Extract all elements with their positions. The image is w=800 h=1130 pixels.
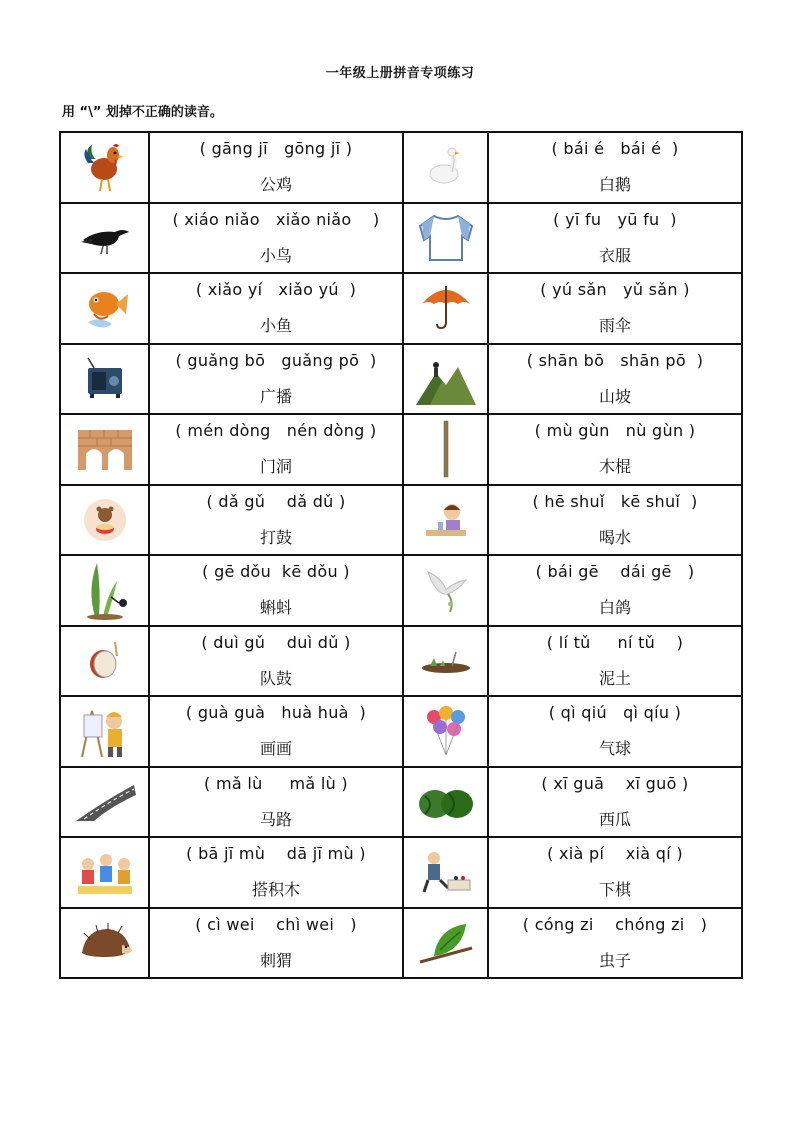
picture-cell [60,273,149,344]
pinyin-options[interactable]: ( yī fu yū fu ) [553,209,677,229]
goose-icon [404,144,487,190]
picture-cell [60,908,149,979]
pinyin-table [59,131,743,979]
pinyin-options[interactable]: ( xiáo niǎo xiǎo niǎo ) [172,209,380,229]
worksheet-title: 一年级上册拼音专项练习 [325,66,475,81]
answer-cell [149,555,403,626]
pinyin-options[interactable]: ( gāng jī gōng jī ) [199,139,353,159]
hedgehog-icon [61,923,148,963]
chinese-word: 西瓜 [598,809,631,829]
answer-cell [488,767,742,838]
brick-arch-icon [61,426,148,472]
tadpole-plant-icon [61,559,148,621]
picture-cell [403,767,488,838]
answer-cell [488,626,742,697]
chinese-word: 打鼓 [259,527,292,547]
answer-cell [149,626,403,697]
picture-cell [60,837,149,908]
answer-cell [149,414,403,485]
bird-icon [61,216,148,260]
table-row [60,344,742,415]
chinese-word: 气球 [598,739,631,759]
answer-cell [488,908,742,979]
table-row [60,555,742,626]
picture-cell [60,696,149,767]
chinese-word: 马路 [259,809,292,829]
table-row [60,273,742,344]
chinese-word: 公鸡 [259,175,292,195]
pinyin-options[interactable]: ( gē dǒu kē dǒu ) [202,562,350,582]
picture-cell [403,485,488,556]
pinyin-options[interactable]: ( bā jī mù dā jī mù ) [186,844,366,864]
dove-icon [404,562,487,618]
pinyin-options[interactable]: ( mén dòng nén dòng ) [175,421,377,441]
radio-icon [61,356,148,402]
answer-cell [149,767,403,838]
answer-cell [149,203,403,274]
pinyin-options[interactable]: ( lí tǔ ní tǔ ) [546,632,684,652]
watermelon-icon [404,782,487,822]
chinese-word: 喝水 [598,527,631,547]
balloons-icon [404,703,487,759]
chinese-word: 广播 [259,386,292,406]
table-row [60,485,742,556]
chinese-word: 下棋 [598,880,631,900]
answer-cell [488,344,742,415]
chinese-word: 泥土 [598,668,631,688]
picture-cell [403,555,488,626]
chinese-word: 小鱼 [259,316,292,336]
table-row [60,626,742,697]
answer-cell [149,696,403,767]
pinyin-options[interactable]: ( yú sǎn yǔ sǎn ) [540,280,690,300]
chinese-word: 蝌蚪 [259,598,292,618]
pinyin-options[interactable]: ( xià pí xià qí ) [547,844,683,864]
chinese-word: 小鸟 [259,245,292,265]
picture-cell [403,203,488,274]
picture-cell [60,485,149,556]
pinyin-options[interactable]: ( cì wei chì wei ) [195,914,357,934]
table-row [60,696,742,767]
pinyin-options[interactable]: ( xī guā xī guō ) [541,773,689,793]
umbrella-icon [404,282,487,334]
answer-cell [149,273,403,344]
picture-cell [403,837,488,908]
answer-cell [488,273,742,344]
pinyin-options[interactable]: ( guǎng bō guǎng pō ) [175,350,377,370]
table-row [60,767,742,838]
hill-icon [404,351,487,407]
answer-cell [488,414,742,485]
soil-icon [404,646,487,676]
answer-cell [149,837,403,908]
picture-cell [403,414,488,485]
road-icon [61,781,148,823]
instruction-text: 用 “\” 划掉不正确的读音。 [62,105,223,120]
drum-icon [61,638,148,684]
picture-cell [60,626,149,697]
answer-cell [149,908,403,979]
painter-icon [61,703,148,759]
picture-cell [60,767,149,838]
picture-cell [403,344,488,415]
drum-bear-icon [61,497,148,543]
pinyin-options[interactable]: ( bái gē dái gē ) [535,562,695,582]
chinese-word: 队鼓 [259,668,292,688]
table-row [60,837,742,908]
table-row [60,132,742,203]
chinese-word: 衣服 [598,245,631,265]
picture-cell [60,555,149,626]
chinese-word: 画画 [259,739,292,759]
pinyin-options[interactable]: ( cóng zi chóng zi ) [522,914,708,934]
pinyin-options[interactable]: ( bái é bái é ) [551,139,679,159]
picture-cell [403,908,488,979]
chinese-word: 木棍 [598,457,631,477]
picture-cell [403,626,488,697]
fish-icon [61,280,148,336]
picture-cell [403,696,488,767]
chinese-word: 虫子 [598,950,631,970]
answer-cell [488,132,742,203]
table-row [60,414,742,485]
rooster-icon [61,141,148,193]
chinese-word: 山坡 [598,386,631,406]
picture-cell [60,344,149,415]
answer-cell [488,696,742,767]
shirt-icon [404,212,487,264]
pinyin-options[interactable]: ( mǎ lù mǎ lù ) [204,773,348,793]
pinyin-options[interactable]: ( duì gǔ duì dǔ ) [201,632,351,652]
picture-cell [403,273,488,344]
chinese-word: 搭积木 [251,880,300,900]
answer-cell [488,485,742,556]
chinese-word: 刺猬 [259,950,292,970]
caterpillar-icon [404,918,487,968]
picture-cell [60,414,149,485]
drinking-child-icon [404,498,487,542]
answer-cell [488,837,742,908]
chinese-word: 白鸽 [598,598,631,618]
table-row [60,203,742,274]
answer-cell [149,344,403,415]
chinese-word: 白鹅 [598,175,631,195]
chinese-word: 雨伞 [598,316,631,336]
table-row [60,908,742,979]
pinyin-options[interactable]: ( mù gùn nù gùn ) [534,421,696,441]
stick-icon [404,419,487,479]
chinese-word: 门洞 [259,457,292,477]
pinyin-options[interactable]: ( qì qiú qì qíu ) [548,703,682,723]
pinyin-options[interactable]: ( xiǎo yí xiǎo yú ) [195,280,357,300]
answer-cell [149,485,403,556]
pinyin-options[interactable]: ( dǎ gǔ dǎ dǔ ) [206,491,346,511]
building-blocks-icon [61,848,148,896]
picture-cell [60,203,149,274]
pinyin-options[interactable]: ( shān bō shān pō ) [526,350,704,370]
picture-cell [60,132,149,203]
answer-cell [488,555,742,626]
picture-cell [403,132,488,203]
answer-cell [149,132,403,203]
chess-player-icon [404,848,487,896]
pinyin-options[interactable]: ( guà guà huà huà ) [185,703,367,723]
pinyin-options[interactable]: ( hē shuǐ kē shuǐ ) [532,491,698,511]
answer-cell [488,203,742,274]
